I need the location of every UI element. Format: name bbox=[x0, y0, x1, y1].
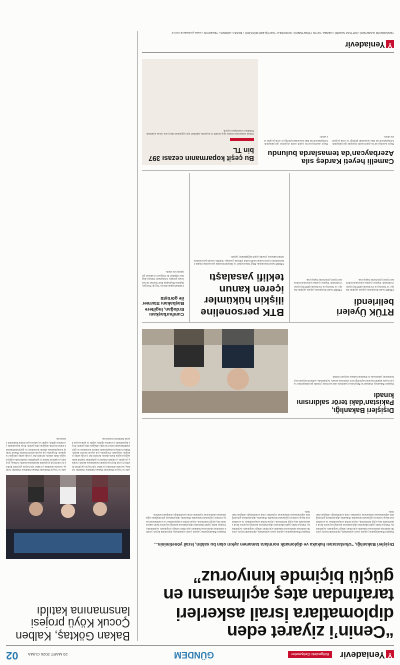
masthead bbox=[6, 647, 394, 661]
story5-headline: Cumhurbaşkanı Erdoğan, İngiltere Başbakanı Starmer ile görüştü bbox=[142, 295, 184, 317]
logo-mark-icon: Y bbox=[387, 651, 393, 659]
footer-logo: YYeniadevir bbox=[344, 40, 393, 49]
story4-headline: BTK personeline ilişkin hükümler içeren kanun teklifi yasalaştı bbox=[200, 271, 284, 318]
date: 20 MART 2026 CUMA bbox=[28, 652, 68, 657]
left-body-col-1: Aile ve Sosyal Hizmetler Bakanı Mahinur Özdemir Göktaş, koruma altındaki çocuklar için hayata geçirilen Kalben Çocuk Köyü projesinin lansmanına katıldı. Göktaş, projenin çocukların bakım ve gelişimine önemli katkı sağlayacağını ifade ederek, devletin her çocuğa sahip çıktığını vurguladı. Programa çok sayıda davetli katıldı. Bakan Göktaş konuşmasında ailenin korunması ve güçlendirilmesinin temel öncelik olduğunu dile getirdi. Proje kapsamında çocuklara eğitim, sağlık ve psikososyal destek hizmetleri sunulacak. bbox=[72, 437, 130, 471]
page-number: 02 bbox=[6, 649, 19, 661]
penalty-headline: Bu çeşit koparmanın cezası 397 bin TL bbox=[148, 146, 254, 161]
story6-body-col-1: Heyet Azerbaycan’da çeşitli resmi ziyaretler gerçekleştirdi. Görüşmelerde iki ülke arasındaki işbirliği ve ortak projeler ele alındı. bbox=[332, 135, 394, 145]
erdogan-photo bbox=[142, 329, 288, 413]
story3-body-col-2: TBMM Genel Kurulunda yapılan seçimde Radyo ve Televizyon Üst Kurulu (RTÜK) üyeleri belirlendi. Yapılan oylama sonucunda belirlenen üyeler görevlerine başlayacak. bbox=[294, 277, 342, 291]
story5-body: Cumhurbaşkanı Recep Tayyip Erdoğan, İngiltere Başbakanı Keir Starmer ile telefonda görüştü. Görüşmede Türkiye-İngiltere ilişkileri ile bölgesel ve küresel gelişmeler ele alındı. bbox=[142, 270, 184, 287]
logo: YYeniadevir bbox=[339, 650, 393, 660]
story6-body-col-2: Heyet Azerbaycan’da çeşitli resmi ziyaretler gerçekleştirdi. Görüşmelerde iki ülke arasındaki işbirliği ve ortak projeler ele alındı. bbox=[264, 135, 328, 145]
accent-bar bbox=[230, 138, 254, 141]
story3-headline: RTÜK Üyeleri belirlendi bbox=[336, 297, 394, 317]
penalty-box bbox=[142, 59, 258, 165]
section-tag: Bölgedeki Gelişmeler bbox=[288, 651, 332, 658]
footer-info: YENİADEVİR GAZETESİ • İMTİYAZ SAHİBİ • GENEL YAYIN YÖNETMENİ • SORUMLU YAZI İŞLERİ MÜDÜRÜ • BASKI • ADRES • TELEFON • www.yeniadevir.com.tr bbox=[171, 31, 394, 35]
left-headline: Bakan Göktaş, Kalben Çocuk Köyü projesi lansmanına katıldı bbox=[15, 604, 130, 641]
main-body-col-2: Dışişleri Bakanlığından yapılan yazılı açıklamada, diplomatik heyete yönelik saldırının uluslararası hukukun açık ihlali olduğu vurgulandı. Açıklamada, Türkiye dahil çeşitli ülkelerden diplomatların katıldığı ziyarette İsrail askerlerinin ateş açtığı belirtilerek, olayın derhal soruşturulması ve sorumluların hesap vermesi çağrısında bulunuldu. Bakanlık, diplomatların güvenliğinin sağlanmasının uluslararası toplumun ortak sorumluluğu olduğunu hatırlattı. bbox=[232, 509, 310, 533]
main-body-col-3: Dışişleri Bakanlığından yapılan yazılı açıklamada, diplomatik heyete yönelik saldırının uluslararası hukukun açık ihlali olduğu vurgulandı. Açıklamada, Türkiye dahil çeşitli ülkelerden diplomatların katıldığı ziyarette İsrail askerlerinin ateş açtığı belirtilerek, olayın derhal soruşturulması ve sorumluların hesap vermesi çağrısında bulunuldu. Bakanlık, diplomatların güvenliğinin sağlanmasının uluslararası toplumun ortak sorumluluğu olduğunu hatırlattı. bbox=[146, 512, 226, 533]
penalty-body: Orman alanlarında izinsiz ağaç kesimi ve koparma işlemleri için uygulanan idari para cezası açıklandı. Yetkililer vatandaşları uyardı. bbox=[146, 128, 254, 135]
main-headline: “Cenin’i ziyaret eden diplomatlara İsrail askerleri tarafından ateş açılmasını en güçlü biçimde kınıyoruz” bbox=[163, 566, 394, 642]
footer-logo-mark-icon: Y bbox=[387, 41, 393, 49]
story2-headline: Dışişleri Bakanlığı, Pakistan’daki terör saldırısını kınadı bbox=[296, 390, 394, 413]
section-name: GÜNDEM bbox=[174, 650, 214, 660]
event-photo bbox=[6, 475, 130, 559]
main-lede: Dışişleri Bakanlığı, “Uluslararası hukuka ve diplomatik normlara tamamen aykırı olan bu saldırı, İsrail yönetiminin... bbox=[154, 542, 394, 547]
story2-body: Dışişleri Bakanlığı, Pakistan’ın Belucistan eyaletinde okul servisine yönelik gerçekleştirilen ve çok sayıda kişinin hayatını kaybettiği terör saldırısını kınadı. Açıklamada, saldırıda hayatını kaybedenlerin yakınlarına ve Pakistan halkına taziyeler iletildi. bbox=[294, 375, 394, 385]
footer bbox=[142, 5, 394, 49]
main-body-col-1: Dışişleri Bakanlığından yapılan yazılı açıklamada, diplomatik heyete yönelik saldırının uluslararası hukukun açık ihlali olduğu vurgulandı. Açıklamada, Türkiye dahil çeşitli ülkelerden diplomatların katıldığı ziyarette İsrail askerlerinin ateş açtığı belirtilerek, olayın derhal soruşturulması ve sorumluların hesap vermesi çağrısında bulunuldu. Bakanlık, diplomatların güvenliğinin sağlanmasının uluslararası toplumun ortak sorumluluğu olduğunu hatırlattı. bbox=[316, 509, 394, 533]
story6-headline: Camelli heyeti Kardeş sıla Azerbaycan’da temaslarda bulundu bbox=[267, 148, 394, 166]
story3-body-col-1: TBMM Genel Kurulunda yapılan seçimde Radyo ve Televizyon Üst Kurulu (RTÜK) üyeleri belirlendi. Yapılan oylama sonucunda belirlenen üyeler görevlerine başlayacak. bbox=[346, 277, 394, 291]
left-body-col-2: Aile ve Sosyal Hizmetler Bakanı Mahinur Özdemir Göktaş, koruma altındaki çocuklar için hayata geçirilen Kalben Çocuk Köyü projesinin lansmanına katıldı. Göktaş, projenin çocukların bakım ve gelişimine önemli katkı sağlayacağını ifade ederek, devletin her çocuğa sahip çıktığını vurguladı. Programa çok sayıda davetli katıldı. Bakan Göktaş konuşmasında ailenin korunması ve güçlendirilmesinin temel öncelik olduğunu dile getirdi. Proje kapsamında çocuklara eğitim, sağlık ve psikososyal destek hizmetleri sunulacak. bbox=[6, 437, 66, 471]
story4-body: TBMM Genel Kurulunda, Bilgi Teknolojileri ve İletişim Kurumu personeline ilişkin düzenlemeler içeren kanun teklifi kabul edilerek yasalaştı. Teklifle, kurum personelinin özlük haklarına yönelik çeşitli değişiklikler yapıldı. bbox=[194, 255, 284, 265]
